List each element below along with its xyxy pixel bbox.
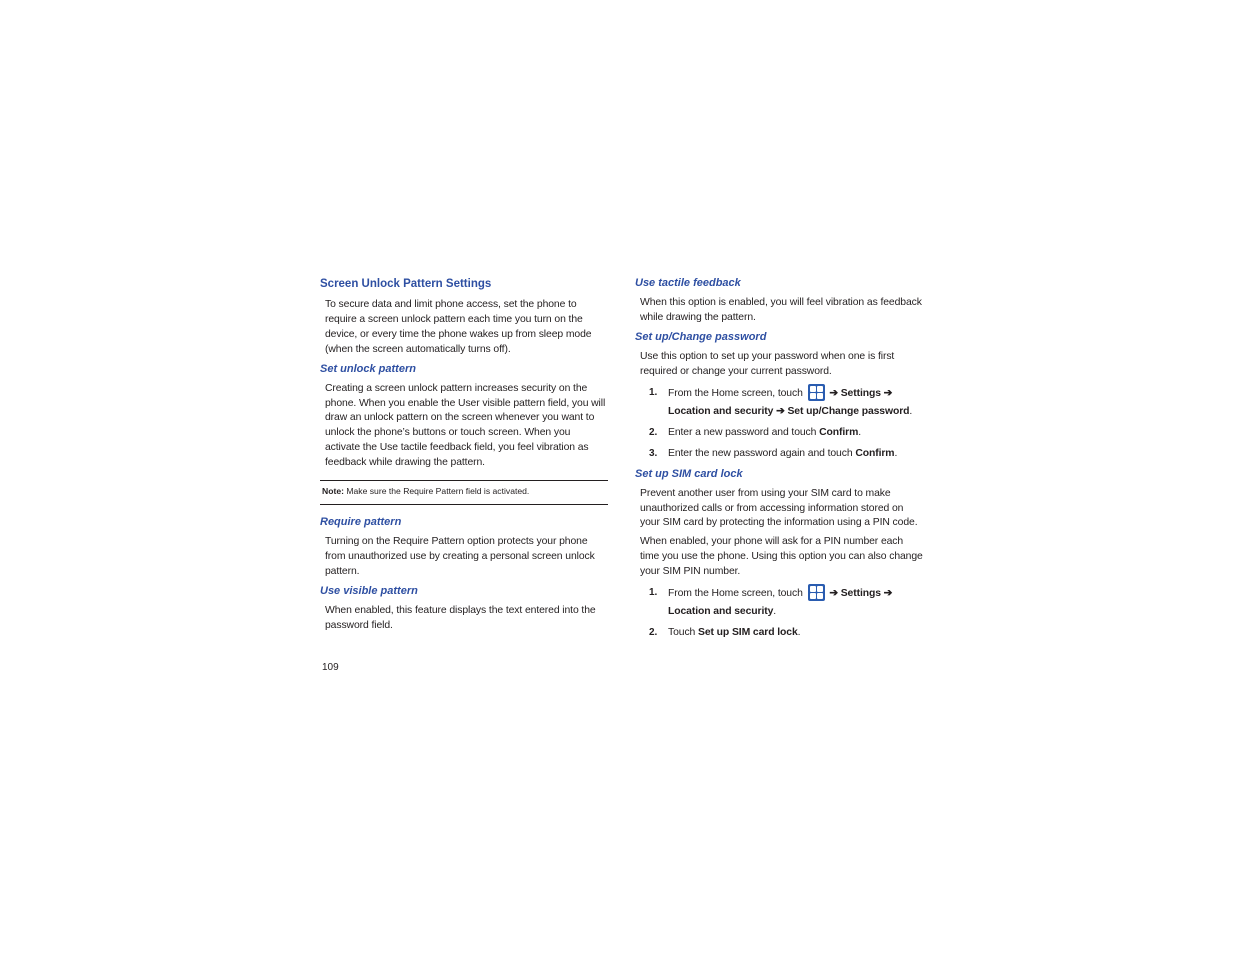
step-path: ➔ Settings ➔ Location and security — [668, 588, 893, 618]
step-text: Enter a new password and touch — [668, 426, 820, 438]
step-end: . — [797, 627, 801, 639]
step-number: 2. — [649, 426, 658, 438]
require-pattern-text: Turning on the Require Pattern option protects your phone from unauthorized use by creating a personal screen unlock pattern. — [325, 536, 595, 577]
list-item — [635, 445, 925, 463]
step-path: Confirm — [819, 426, 859, 438]
step-path: ➔ Settings ➔ Location and security ➔ Set up/Change password — [668, 387, 910, 417]
applications-icon — [808, 584, 825, 601]
step-path: Set up SIM card lock — [698, 627, 798, 639]
intro-paragraph: To secure data and limit phone access, set the phone to require a screen unlock pattern each time you turn on the device, or every time the phone wakes up from sleep mode (when the screen automatically turns off). — [325, 299, 592, 355]
step-number: 2. — [649, 627, 658, 639]
step-number: 1. — [649, 386, 658, 398]
step-text: From the Home screen, touch — [668, 588, 806, 600]
step-path: Confirm — [855, 447, 895, 459]
list-item — [635, 384, 925, 421]
use-tactile-feedback-text: When this option is enabled, you will feel vibration as feedback while drawing the pattern. — [640, 297, 922, 323]
section-title: Screen Unlock Pattern Settings — [320, 278, 492, 290]
use-visible-pattern-heading: Use visible pattern — [320, 584, 418, 597]
right-column — [635, 276, 925, 646]
change-password-steps — [635, 384, 925, 463]
use-visible-pattern-text: When enabled, this feature displays the text entered into the password field. — [325, 604, 596, 631]
step-end: . — [858, 426, 862, 438]
set-unlock-pattern-heading: Set unlock pattern — [320, 362, 416, 375]
step-text: From the Home screen, touch — [668, 387, 806, 399]
step-text: Enter the new password again and touch — [668, 447, 856, 459]
sim-card-lock-text-2: When enabled, your phone will ask for a PIN number each time you use the phone. Using this option you can also change your SIM PIN number. — [640, 536, 923, 578]
note-box — [320, 480, 608, 505]
step-end: . — [894, 447, 898, 459]
set-unlock-pattern-text: Creating a screen unlock pattern increases security on the phone. When you enable the User visible pattern field, you will draw an unlock pattern on the screen whenever you want to unlock the phone’s buttons or touch screen. When you activate the Use tactile feedback field, you feel vibration as feedback while drawing the pattern. — [325, 382, 606, 469]
page-number: 109 — [322, 662, 339, 673]
require-pattern-heading: Require pattern — [320, 516, 402, 529]
applications-icon — [808, 384, 825, 401]
step-text: Touch — [668, 627, 699, 639]
step-number: 3. — [649, 447, 658, 459]
note-text: Make sure the Require Pattern field is activated. — [343, 486, 530, 497]
list-item — [635, 584, 925, 621]
list-item — [635, 424, 925, 442]
step-end: . — [773, 606, 777, 618]
step-number: 1. — [649, 587, 658, 599]
change-password-text: Use this option to set up your password when one is first required or change your current password. — [640, 350, 895, 377]
sim-card-lock-text-1: Prevent another user from using your SIM card to make unauthorized calls or from accessing information stored on your SIM card by protecting the information using a PIN code. — [640, 487, 918, 529]
left-column — [320, 276, 608, 638]
sim-card-lock-heading: Set up SIM card lock — [635, 467, 743, 480]
step-end: . — [909, 405, 913, 417]
list-item — [635, 624, 925, 642]
sim-card-lock-steps — [635, 584, 925, 642]
use-tactile-feedback-heading: Use tactile feedback — [635, 277, 741, 289]
change-password-heading: Set up/Change password — [635, 330, 767, 343]
note-label: Note: — [322, 486, 344, 497]
